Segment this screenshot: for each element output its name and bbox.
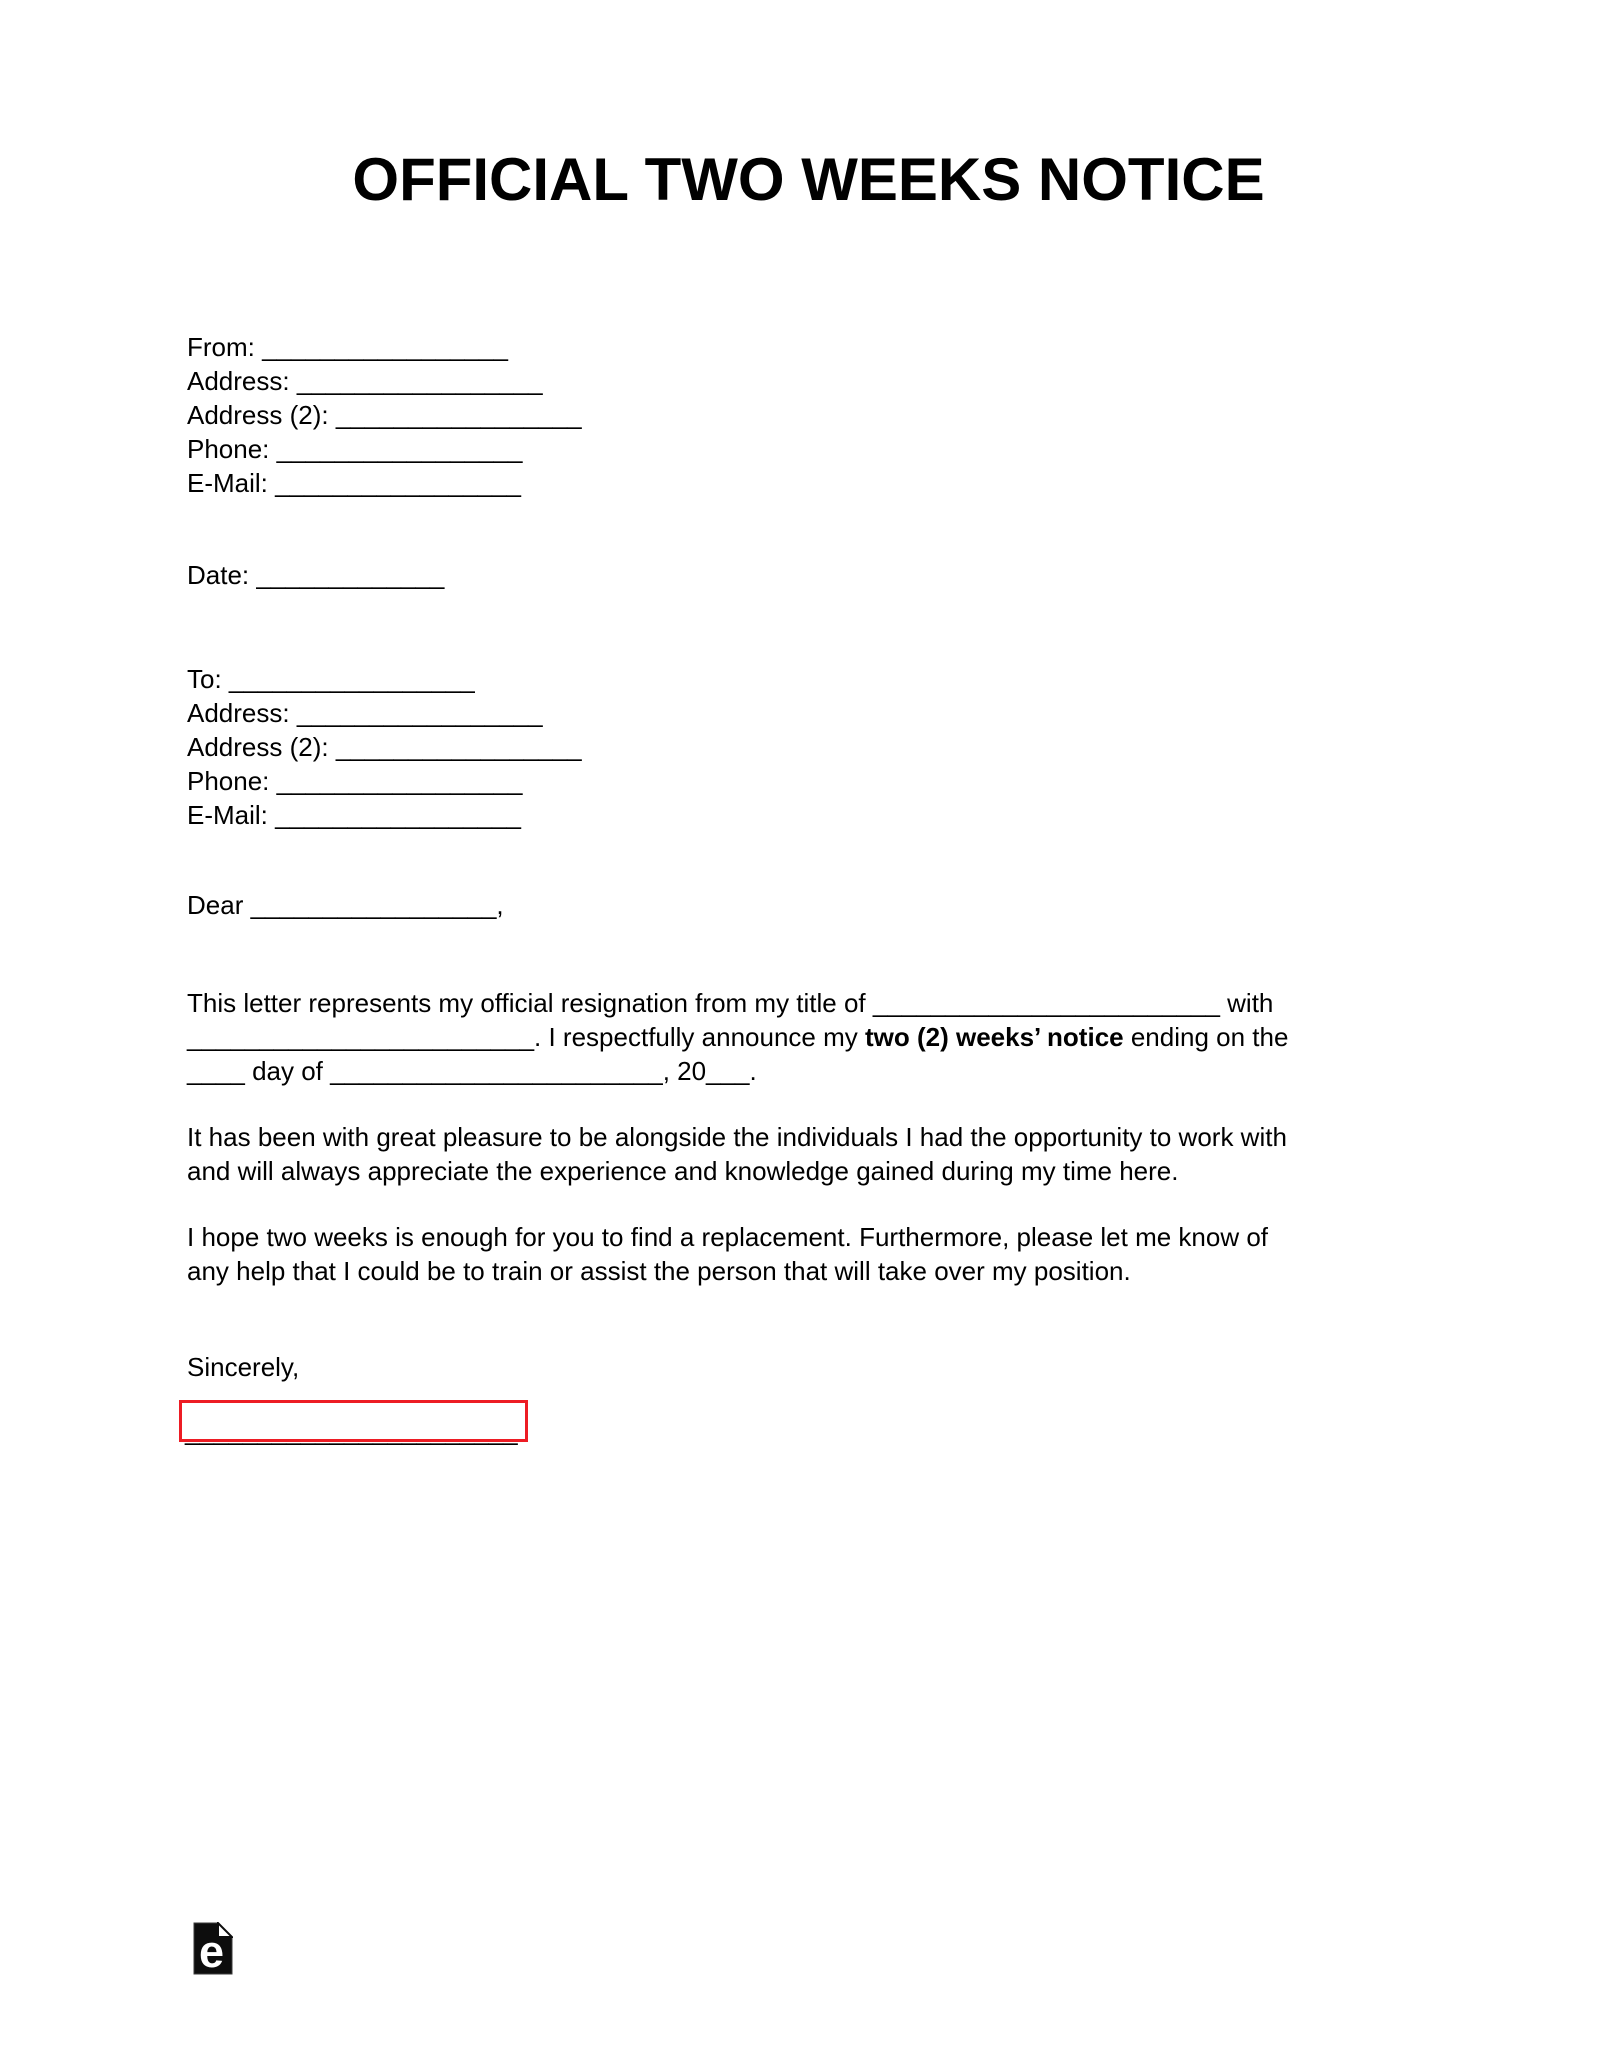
recipient-block [187,662,1430,832]
document-page-icon [193,1922,233,1975]
document-title: OFFICIAL TWO WEEKS NOTICE [352,146,1265,213]
body-paragraph-resignation: This letter represents my official resignation from my title of ________________________ with ________________________. I respectfully announce my two (2) weeks’ notice ending on the ____ day of _______________________, 20___. [187,988,1289,1086]
sender-email-line: E-Mail: _________________ [187,468,521,498]
sender-address2-line: Address (2): _________________ [187,400,582,430]
recipient-to-line: To: _________________ [187,664,475,694]
sender-phone-line: Phone: _________________ [187,434,523,464]
sender-address-line: Address: _________________ [187,366,543,396]
salutation-line: Dear _________________, [187,890,504,920]
signature-field-box[interactable] [179,1400,528,1446]
eforms-logo[interactable] [193,1922,233,1975]
logo-letter: e [199,1926,225,1975]
sender-block [187,330,1430,500]
recipient-phone-line: Phone: _________________ [187,766,523,796]
signature-line: _______________________ [185,1416,518,1446]
recipient-email-line: E-Mail: _________________ [187,800,521,830]
recipient-address2-line: Address (2): _________________ [187,732,582,762]
sender-from-line: From: _________________ [187,332,508,362]
body-paragraph-transition: I hope two weeks is enough for you to find a replacement. Furthermore, please let me know of any help that I could be to train or assist the person that will take over my position. [187,1222,1269,1286]
body-paragraph-gratitude: It has been with great pleasure to be alongside the individuals I had the opportunity to work with and will always appreciate the experience and knowledge gained during my time here. [187,1122,1287,1186]
date-line: Date: _____________ [187,560,445,590]
recipient-address-line: Address: _________________ [187,698,543,728]
closing-sincerely: Sincerely, [187,1352,300,1382]
letter-content [0,146,1600,1446]
